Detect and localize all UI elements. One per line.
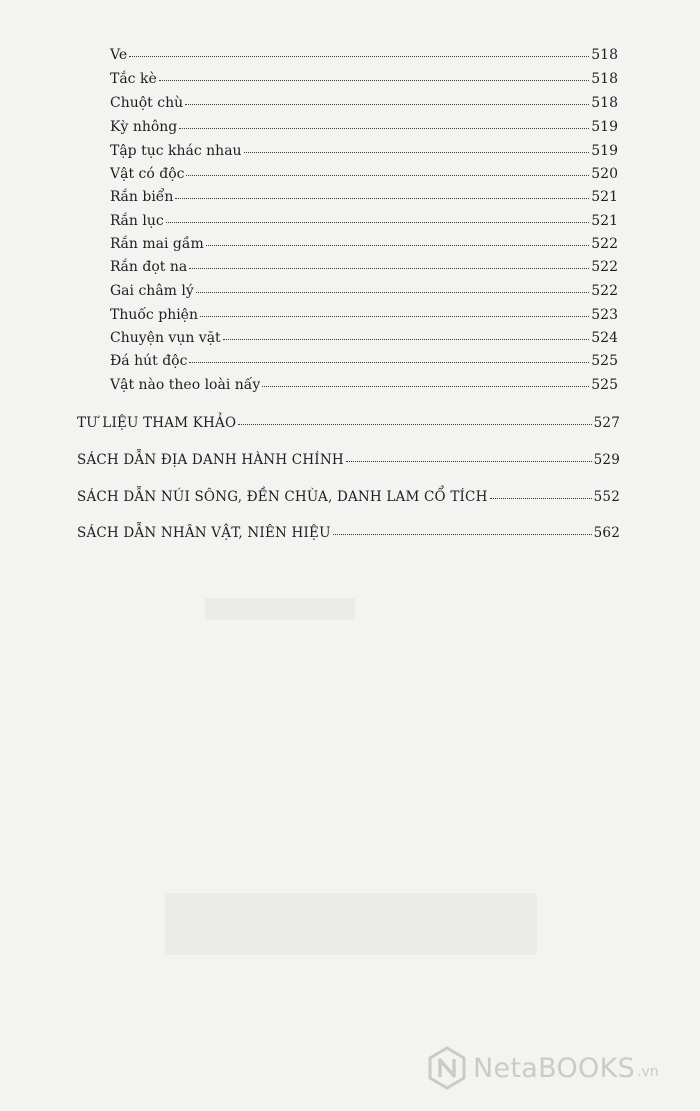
toc-sub-entry xyxy=(110,46,618,64)
toc-entry-title: Gai châm lý xyxy=(110,283,194,299)
dot-leader xyxy=(159,70,590,81)
toc-entry-title: Ve xyxy=(110,47,128,63)
toc-entry-title: Vật có độc xyxy=(110,166,185,182)
toc-entry-title: Kỳ nhông xyxy=(110,119,178,135)
toc-entry-page: 562 xyxy=(593,525,620,541)
toc-main-entry xyxy=(77,524,620,542)
toc-main-entry xyxy=(77,414,620,432)
dot-leader xyxy=(186,165,589,176)
toc-entry-page: 518 xyxy=(591,95,618,111)
dot-leader xyxy=(238,414,591,425)
toc-entry-page: 520 xyxy=(591,166,618,182)
toc-sub-entry xyxy=(110,70,618,88)
dot-leader xyxy=(189,258,589,269)
toc-entry-page: 522 xyxy=(591,283,618,299)
toc-sub-entry xyxy=(110,212,618,230)
toc-entry-title: Tập tục khác nhau xyxy=(110,143,242,159)
dot-leader xyxy=(333,524,592,535)
toc-entry-title: Tắc kè xyxy=(110,71,157,87)
dot-leader xyxy=(196,282,589,293)
toc-entry-title: Thuốc phiện xyxy=(110,307,198,323)
toc-sub-entry xyxy=(110,142,618,160)
toc-entry-page: 522 xyxy=(591,259,618,275)
show-through-block xyxy=(165,893,537,955)
toc-entry-title: Rắn biển xyxy=(110,189,174,205)
toc-entry-title: Rắn mai gầm xyxy=(110,236,204,252)
netabooks-watermark xyxy=(427,1045,659,1091)
toc-sub-entry xyxy=(110,235,618,253)
toc-entry-page: 552 xyxy=(593,489,620,505)
dot-leader xyxy=(179,118,589,129)
dot-leader xyxy=(244,142,590,153)
toc-entry-title: Rắn đọt na xyxy=(110,259,188,275)
dot-leader xyxy=(206,235,590,246)
dot-leader xyxy=(200,306,589,317)
toc-sub-entry xyxy=(110,94,618,112)
dot-leader xyxy=(129,46,589,57)
dot-leader xyxy=(262,376,589,387)
toc-entry-page: 519 xyxy=(591,119,618,135)
toc-entry-page: 521 xyxy=(591,213,618,229)
toc-main-entry xyxy=(77,488,620,506)
toc-sub-entry xyxy=(110,329,618,347)
toc-entry-title: SÁCH DẪN ĐỊA DANH HÀNH CHÍNH xyxy=(77,452,344,468)
toc-entry-title: SÁCH DẪN NHÂN VẬT, NIÊN HIỆU xyxy=(77,525,331,541)
toc-sub-entry xyxy=(110,376,618,394)
watermark-suffix: .vn xyxy=(637,1064,659,1080)
toc-sub-entry xyxy=(110,165,618,183)
dot-leader xyxy=(166,212,590,223)
toc-sub-entry xyxy=(110,118,618,136)
toc-entry-page: 524 xyxy=(591,330,618,346)
toc-entry-page: 529 xyxy=(593,452,620,468)
dot-leader xyxy=(490,488,592,499)
toc-entry-page: 522 xyxy=(591,236,618,252)
toc-entry-page: 521 xyxy=(591,189,618,205)
watermark-brand: NetaBOOKS xyxy=(473,1052,636,1084)
dot-leader xyxy=(189,352,589,363)
toc-entry-title: Đá hút độc xyxy=(110,353,188,369)
toc-entry-title: TƯ LIỆU THAM KHẢO xyxy=(77,415,237,431)
toc-entry-page: 527 xyxy=(593,415,620,431)
toc-sub-entry xyxy=(110,306,618,324)
toc-entry-page: 525 xyxy=(591,353,618,369)
toc-sub-entry xyxy=(110,352,618,370)
toc-sub-entry xyxy=(110,282,618,300)
toc-entry-title: Rắn lục xyxy=(110,213,164,229)
toc-entry-title: Chuyện vụn vặt xyxy=(110,330,221,346)
toc-entry-page: 519 xyxy=(591,143,618,159)
dot-leader xyxy=(185,94,589,105)
toc-entry-page: 525 xyxy=(591,377,618,393)
neta-hexagon-logo-icon xyxy=(427,1046,467,1090)
toc-entry-page: 518 xyxy=(591,47,618,63)
toc-sub-entry xyxy=(110,258,618,276)
toc-entry-page: 518 xyxy=(591,71,618,87)
dot-leader xyxy=(223,329,590,340)
toc-entry-page: 523 xyxy=(591,307,618,323)
toc-entry-title: SÁCH DẪN NÚI SÔNG, ĐỀN CHÙA, DANH LAM CỔ TÍCH xyxy=(77,489,488,505)
dot-leader xyxy=(175,188,589,199)
toc-sub-entry xyxy=(110,188,618,206)
dot-leader xyxy=(346,451,592,462)
toc-main-entry xyxy=(77,451,620,469)
show-through-block xyxy=(205,598,355,620)
toc-entry-title: Vật nào theo loài nấy xyxy=(110,377,261,393)
toc-entry-title: Chuột chù xyxy=(110,95,184,111)
